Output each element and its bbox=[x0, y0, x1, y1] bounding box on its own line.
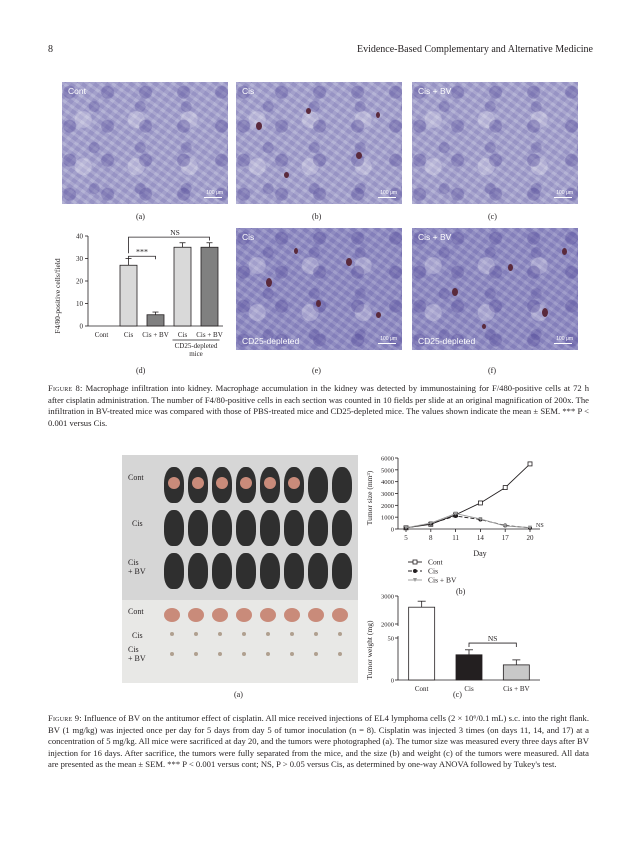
excised-tumor-small bbox=[338, 632, 342, 636]
panel-label-d: (d) bbox=[136, 366, 146, 375]
micrograph-label: Cis bbox=[242, 232, 255, 242]
mouse bbox=[308, 467, 328, 503]
panel-label-a: (a) bbox=[136, 212, 145, 221]
photo-label-cis-bv: Cis + BV bbox=[128, 558, 146, 576]
fig9c-ytick-label: 3000 bbox=[381, 593, 394, 601]
fig8d-xtick-label: Cis bbox=[123, 331, 134, 339]
fig9b-legend-marker bbox=[413, 560, 417, 564]
micrograph-sublabel: CD25-depleted bbox=[242, 336, 300, 346]
mouse bbox=[188, 553, 208, 589]
figure9-caption-text: Influence of BV on the antitumor effect of cisplatin. All mice received injections of EL4 lymphoma cells (2 × 10⁶/0.1 mL) s.c. into the right flank. BV (1 mg/kg) was injected once per day for 5 days from day 5 of tumor inoculation (n = 8). Cisplatin was injected 3 times (on days 11, 14, and 17) at a concentration of 5 mg/kg. All mice were sacrificed at day 20, and the tumors were photographed (a). The tumor size was measured every three days after BV injection for 16 days. After sacrifice, the tumors were fully separated from the mice, and the size (b) and weight (c) of the tumors were measured. All data are presented as the mean ± SEM. *** P < 0.001 versus cont; NS, P > 0.05 versus Cis, as determined by one-way ANOVA followed by Tukey's test. bbox=[48, 713, 589, 770]
excised-tumor-small bbox=[266, 652, 270, 656]
excised-tumor-cont bbox=[260, 608, 276, 622]
fig9b-legend-label: Cis bbox=[428, 566, 439, 576]
micrograph-label: Cis bbox=[242, 86, 255, 96]
excised-tumor-cont bbox=[308, 608, 324, 622]
fig8d-bar bbox=[120, 265, 137, 326]
fig9b-series-line bbox=[406, 514, 530, 528]
journal-title: Evidence-Based Complementary and Alternative Medicine bbox=[356, 44, 593, 55]
scale-bar-text: 100 μm bbox=[380, 190, 397, 196]
excised-tumor-small bbox=[290, 652, 294, 656]
excised-tumor-cont bbox=[236, 608, 252, 622]
fig9b-line-chart bbox=[360, 450, 550, 600]
excised-tumor-cont bbox=[284, 608, 300, 622]
fig8d-ytick-label: 0 bbox=[79, 322, 83, 331]
figure8-caption-label: Figure 8: bbox=[48, 383, 83, 393]
scale-bar-text: 100 μm bbox=[380, 336, 397, 342]
fig9b-xtick-label: 5 bbox=[404, 534, 408, 542]
fig9c-ns-label: NS bbox=[487, 634, 498, 644]
scale-bar bbox=[204, 197, 222, 198]
fig9b-ylabel: Tumor size (mm³) bbox=[365, 470, 374, 526]
fig9b-ytick-label: 5000 bbox=[381, 467, 394, 475]
fig9b-ytick-label: 4000 bbox=[381, 479, 394, 487]
fig9b-xlabel: Day bbox=[473, 549, 487, 558]
micrograph-sublabel: CD25-depleted bbox=[418, 336, 476, 346]
fig9b-xtick-label: 17 bbox=[501, 534, 509, 542]
excised-tumor-small bbox=[218, 632, 222, 636]
tumor-on-mouse bbox=[216, 477, 228, 489]
fig8d-group-label: CD25-depleted bbox=[174, 342, 218, 350]
excised-tumor-small bbox=[314, 632, 318, 636]
fig8d-bar-chart bbox=[48, 226, 228, 366]
mouse bbox=[332, 510, 352, 546]
fig8d-ylabel: F4/80-positive cells/field bbox=[53, 258, 62, 334]
fig9c-ytick-label: 2000 bbox=[381, 621, 394, 629]
fig9b-point bbox=[478, 501, 482, 505]
fig9b-point bbox=[528, 462, 532, 466]
scale-bar-text: 100 μm bbox=[556, 336, 573, 342]
tumor-on-mouse bbox=[240, 477, 252, 489]
fig8d-xtick-label: Cis bbox=[177, 331, 188, 339]
fig8d-ns-label: NS bbox=[170, 228, 180, 238]
micrograph-label: Cis + BV bbox=[418, 232, 452, 242]
fig9b-point bbox=[503, 486, 507, 490]
mouse bbox=[308, 510, 328, 546]
mouse bbox=[260, 510, 280, 546]
figure9-caption-label: Figure 9: bbox=[48, 713, 82, 723]
excised-tumor-small bbox=[242, 652, 246, 656]
micrograph-label: Cont bbox=[68, 86, 86, 96]
fig9b-xtick-label: 14 bbox=[476, 534, 484, 542]
panel-label-9c: (c) bbox=[453, 690, 462, 699]
photo-label-cont: Cont bbox=[128, 473, 144, 482]
fig8d-ytick-label: 20 bbox=[76, 277, 83, 286]
micrograph-cis-bv bbox=[412, 82, 578, 204]
fig9c-ytick-label: 50 bbox=[387, 635, 394, 643]
excised-tumor-cont bbox=[188, 608, 204, 622]
fig8d-bar bbox=[174, 247, 191, 326]
photo-label-tumor-cont: Cont bbox=[128, 607, 144, 616]
excised-tumor-small bbox=[338, 652, 342, 656]
excised-tumor-small bbox=[218, 652, 222, 656]
tumor-on-mouse bbox=[168, 477, 180, 489]
excised-tumor-small bbox=[290, 632, 294, 636]
mouse bbox=[236, 510, 256, 546]
panel-label-b: (b) bbox=[312, 212, 322, 221]
micrograph-cis bbox=[236, 82, 402, 204]
scale-bar-text: 100 μm bbox=[556, 190, 573, 196]
panel-label-c: (c) bbox=[488, 212, 497, 221]
excised-tumor-cont bbox=[332, 608, 348, 622]
mouse bbox=[308, 553, 328, 589]
scale-bar bbox=[378, 343, 396, 344]
fig9c-bar bbox=[456, 655, 482, 680]
fig8d-bar bbox=[201, 247, 218, 326]
micrograph-label: Cis + BV bbox=[418, 86, 452, 96]
micrograph-cont bbox=[62, 82, 228, 204]
fig9b-xtick-label: 20 bbox=[526, 534, 534, 542]
tumor-on-mouse bbox=[288, 477, 300, 489]
fig8d-ytick-label: 40 bbox=[76, 232, 83, 241]
fig8d-sig-bracket bbox=[129, 256, 156, 259]
fig9b-xtick-label: 11 bbox=[452, 534, 459, 542]
fig9b-ytick-label: 0 bbox=[390, 526, 394, 534]
tumor-on-mouse bbox=[192, 477, 204, 489]
fig9b-legend-label: Cont bbox=[428, 557, 443, 567]
fig9b-ytick-label: 1000 bbox=[381, 514, 394, 522]
scale-bar bbox=[554, 343, 572, 344]
scale-bar-text: 100 μm bbox=[206, 190, 223, 196]
mouse bbox=[212, 553, 232, 589]
fig9c-xtick-label: Cis bbox=[464, 685, 474, 693]
panel-label-f: (f) bbox=[488, 366, 496, 375]
mouse bbox=[164, 510, 184, 546]
fig9c-xtick-label: Cis + BV bbox=[503, 685, 530, 693]
fig9c-bar bbox=[409, 607, 435, 680]
fig9b-legend-marker bbox=[413, 569, 417, 573]
mouse bbox=[284, 553, 304, 589]
excised-tumor-small bbox=[194, 652, 198, 656]
excised-tumor-small bbox=[194, 632, 198, 636]
fig8d-ytick-label: 10 bbox=[76, 300, 83, 308]
mouse bbox=[164, 553, 184, 589]
fig9b-ytick-label: 2000 bbox=[381, 502, 394, 510]
mouse bbox=[212, 510, 232, 546]
fig9c-ylabel: Tumor weight (mg) bbox=[365, 620, 374, 680]
figure8-caption-text: Macrophage infiltration into kidney. Macrophage accumulation in the kidney was detected by immunostaining for F/480-positive cells at 72 h after cisplatin administration. The number of F4/80-positive cells in each section was counted in 10 fields per slide at an original magnification of 200x. The infiltration in BV-treated mice was compared with those of PBS-treated mice and CD25-depleted mice. The values shown indicate the mean ± SEM. *** P < 0.001 versus Cis. bbox=[48, 383, 589, 428]
fig9b-series-line bbox=[406, 464, 530, 528]
photo-label-tumor-cis: Cis bbox=[132, 631, 143, 640]
panel-label-e: (e) bbox=[312, 366, 321, 375]
mouse bbox=[188, 510, 208, 546]
excised-tumor-small bbox=[170, 652, 174, 656]
fig9c-bar bbox=[503, 665, 529, 680]
fig9c-xtick-label: Cont bbox=[414, 685, 429, 693]
excised-tumor-small bbox=[242, 632, 246, 636]
figure9-caption bbox=[48, 713, 589, 771]
excised-tumor-cont bbox=[212, 608, 228, 622]
panel-label-9a: (a) bbox=[234, 690, 243, 699]
fig9b-legend-label: Cis + BV bbox=[428, 575, 457, 585]
tumor-mice-photo bbox=[122, 455, 358, 683]
excised-tumor-cont bbox=[164, 608, 180, 622]
mouse bbox=[332, 553, 352, 589]
mouse bbox=[284, 510, 304, 546]
photo-label-tumor-cis-bv: Cis + BV bbox=[128, 645, 146, 663]
fig8d-bar bbox=[147, 315, 164, 326]
micrograph-cis-bv-cd25 bbox=[412, 228, 578, 350]
fig9b-xtick-label: 8 bbox=[429, 534, 433, 542]
excised-tumor-small bbox=[314, 652, 318, 656]
tumor-on-mouse bbox=[264, 477, 276, 489]
mouse bbox=[260, 553, 280, 589]
fig8d-xtick-label: Cis + BV bbox=[142, 331, 169, 339]
excised-tumor-small bbox=[266, 632, 270, 636]
mouse bbox=[332, 467, 352, 503]
excised-tumor-small bbox=[170, 632, 174, 636]
mouse bbox=[236, 553, 256, 589]
fig8d-sig-label: *** bbox=[136, 247, 148, 257]
micrograph-cis-cd25 bbox=[236, 228, 402, 350]
fig8d-ytick-label: 30 bbox=[76, 255, 83, 263]
photo-label-cis: Cis bbox=[132, 519, 143, 528]
fig8d-group-label: mice bbox=[189, 350, 203, 358]
fig9c-ns-bracket bbox=[469, 643, 516, 647]
fig9b-ns-label: NS bbox=[536, 522, 544, 529]
scale-bar bbox=[378, 197, 396, 198]
scale-bar bbox=[554, 197, 572, 198]
figure8-caption bbox=[48, 383, 589, 429]
fig9c-ytick-label: 0 bbox=[390, 677, 394, 685]
fig9b-ytick-label: 6000 bbox=[381, 455, 394, 463]
panel-label-9b: (b) bbox=[456, 587, 466, 596]
fig8d-xtick-label: Cis + BV bbox=[196, 331, 223, 339]
fig8d-xtick-label: Cont bbox=[94, 331, 109, 339]
fig9c-bar-chart bbox=[360, 590, 550, 705]
fig9b-ytick-label: 3000 bbox=[381, 491, 394, 498]
page-number: 8 bbox=[48, 44, 53, 55]
